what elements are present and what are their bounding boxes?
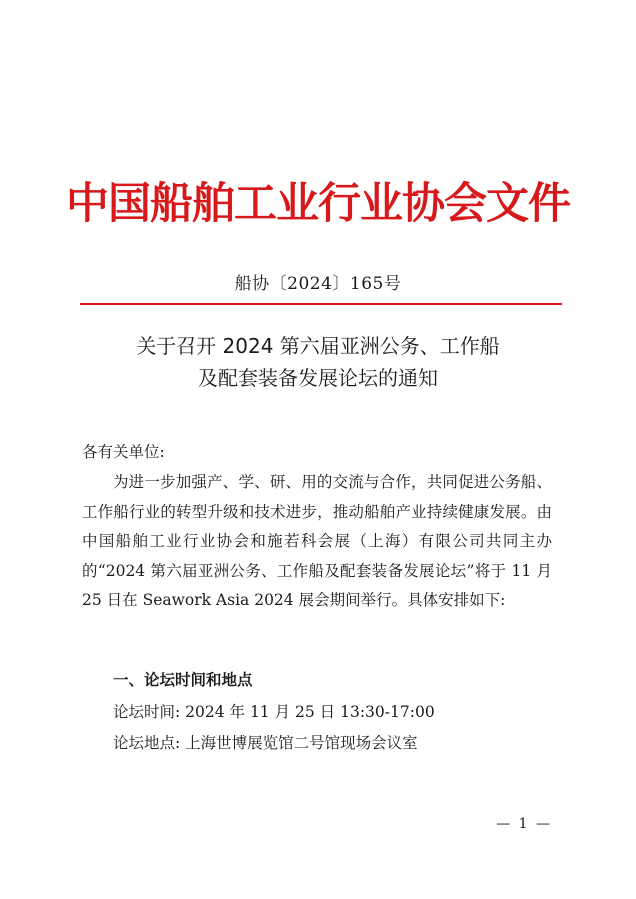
- page-number: — 1 —: [496, 816, 552, 832]
- forum-place: 论坛地点: 上海世博展览馆二号馆现场会议室: [113, 734, 418, 752]
- body-paragraph: 为进一步加强产、学、研、用的交流与合作，共同促进公务船、工作船行业的转型升级和技术进步，推动船舶产业持续健康发展。由中国船舶工业行业协会和施若科会展（上海）有限公司共同主办的“2024 第六届亚洲公务、工作船及配套装备发展论坛”将于 11 月 25 日在 Seawork Asia 2024 展会期间举行。具体安排如下:: [82, 473, 552, 610]
- section-heading: 一、论坛时间和地点: [113, 671, 253, 689]
- forum-time: 论坛时间: 2024 年 11 月 25 日 13:30-17:00: [113, 703, 435, 721]
- notice-title-line-1: 关于召开 2024 第六届亚洲公务、工作船: [136, 334, 500, 358]
- org-file-title: 中国船舶工业行业协会文件: [66, 179, 570, 229]
- salutation: 各有关单位:: [82, 443, 165, 461]
- notice-title: [0, 330, 636, 394]
- red-divider: [80, 303, 562, 305]
- notice-title-line-2: 及配套装备发展论坛的通知: [198, 366, 438, 390]
- document-number: 船协〔2024〕165号: [234, 274, 402, 294]
